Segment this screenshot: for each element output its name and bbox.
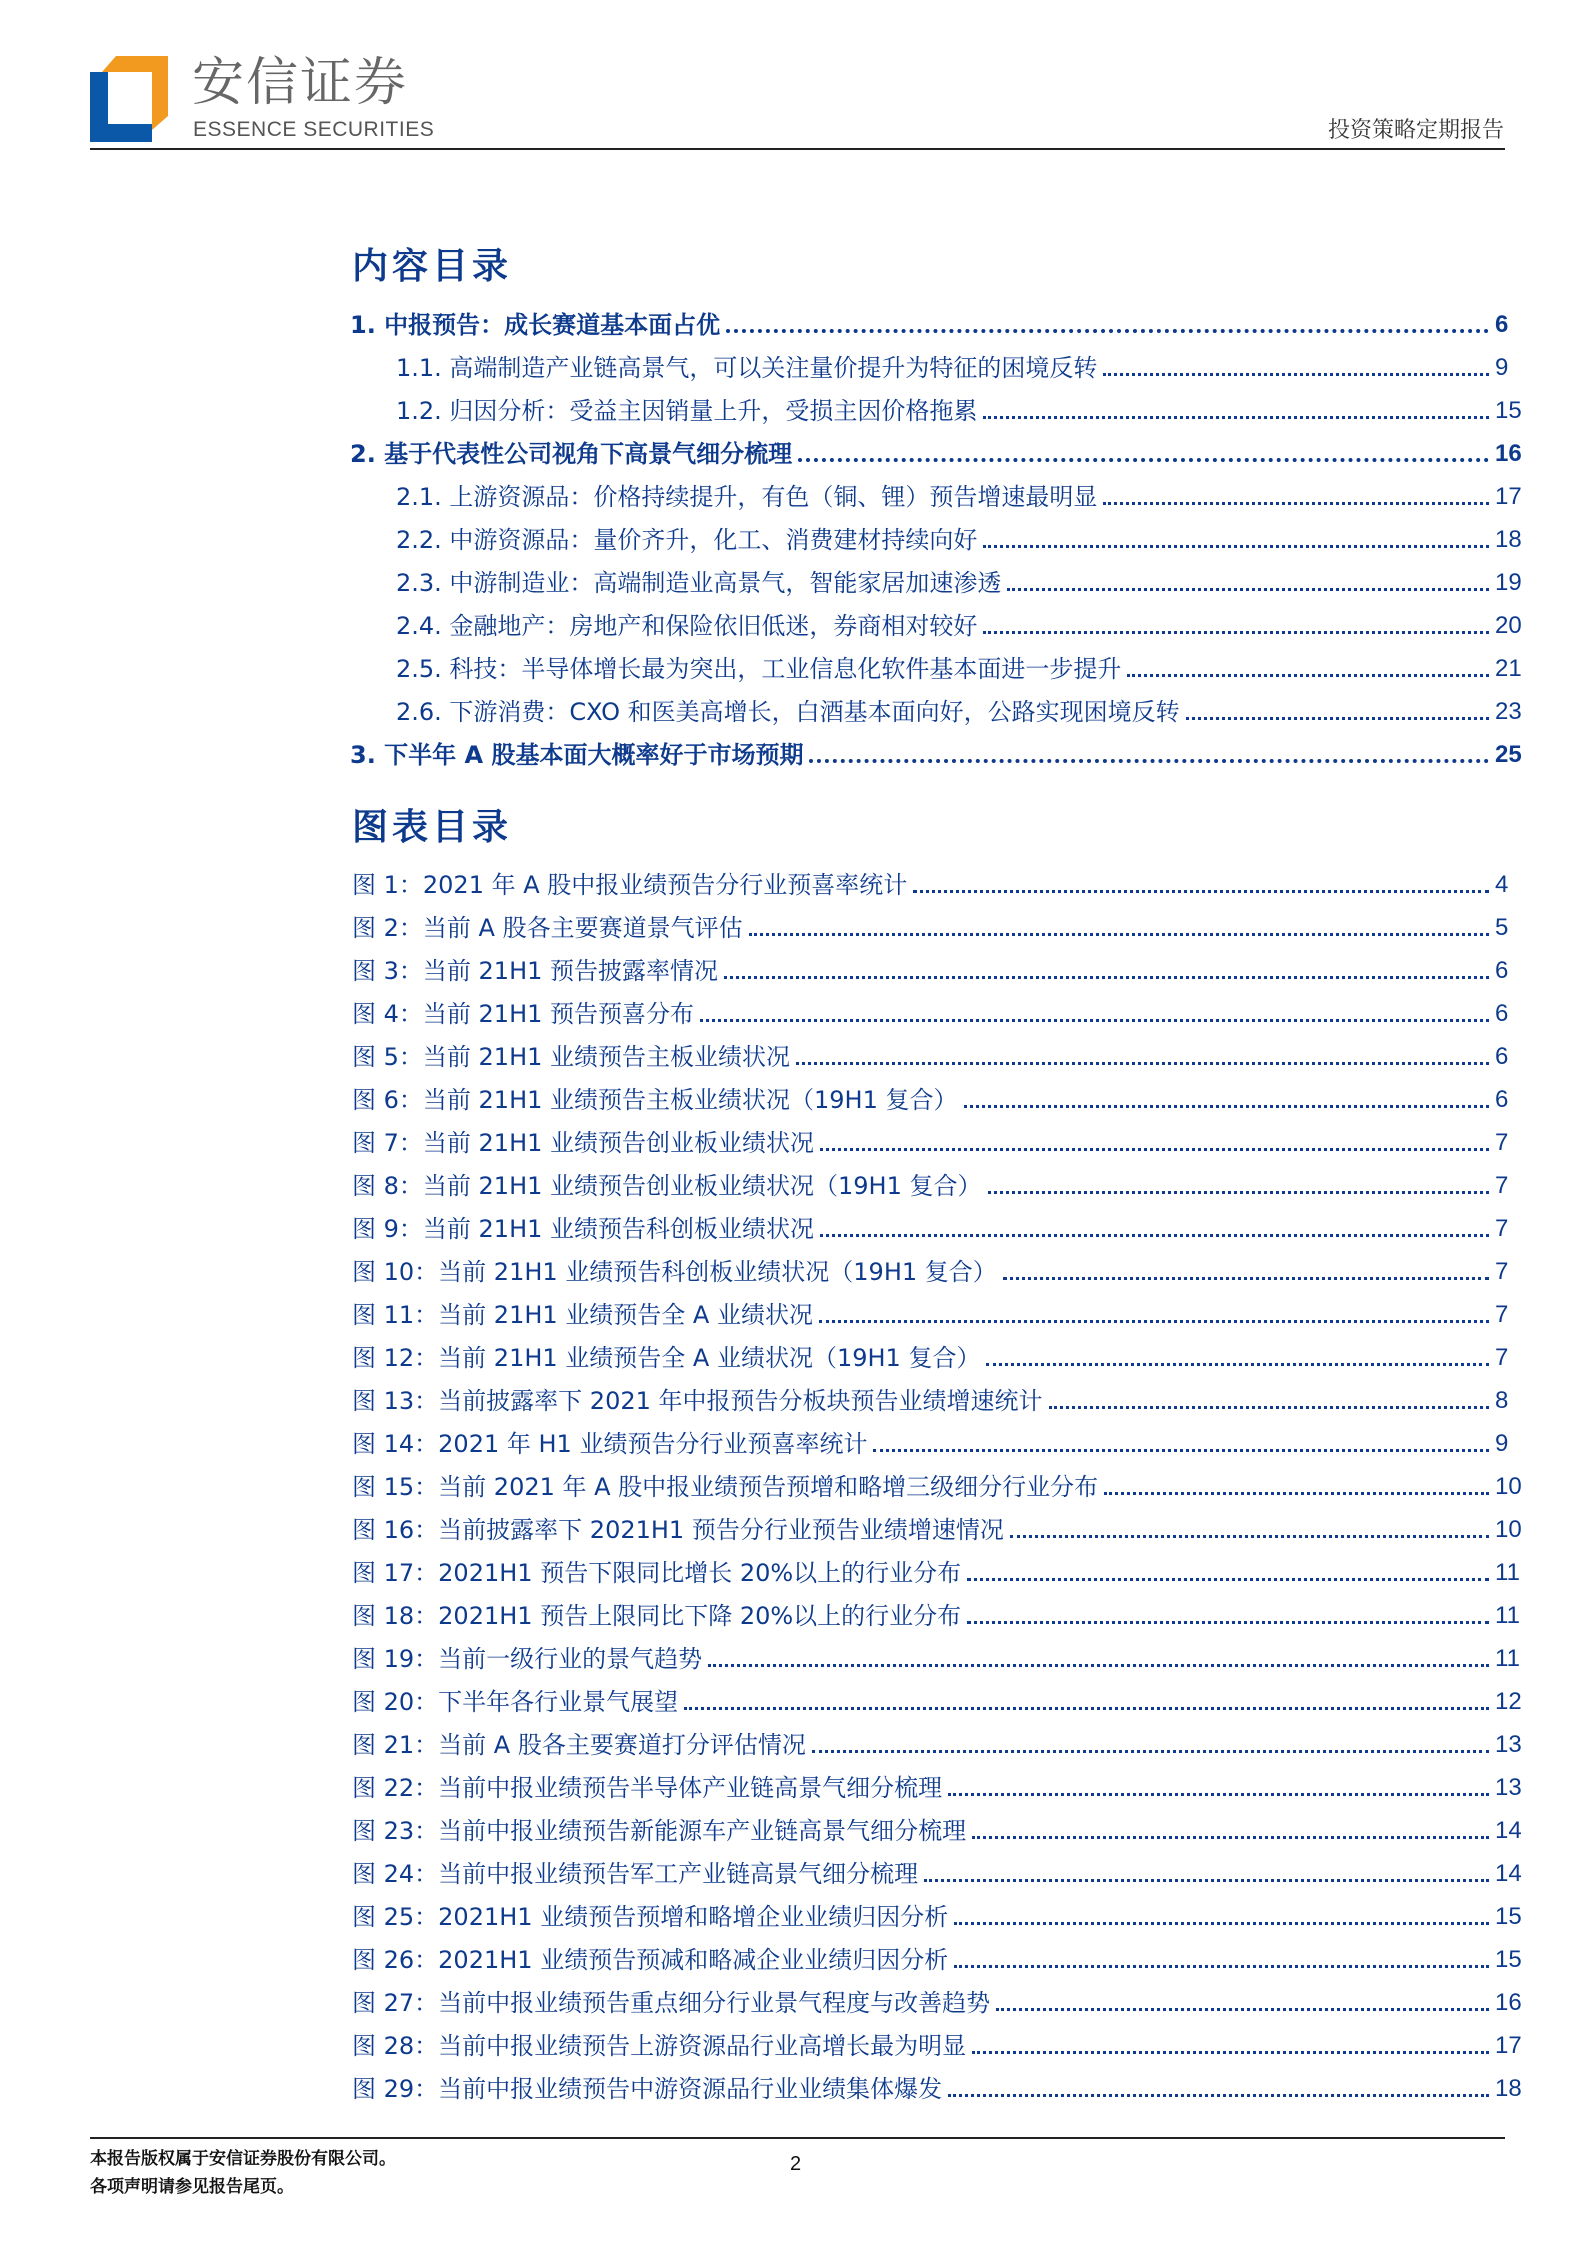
dot-leader (988, 1191, 1490, 1194)
figure-link[interactable] (352, 1462, 1531, 1502)
dot-leader (983, 416, 1489, 419)
toc-section-link[interactable] (350, 300, 1531, 340)
entry-title: 图 24：当前中报业绩预告军工产业链高景气细分梳理 (352, 1860, 919, 1888)
footer-copyright: 本报告版权属于安信证券股份有限公司。 (90, 2149, 396, 2169)
dot-leader (1103, 502, 1489, 505)
dot-leader (986, 1363, 1489, 1366)
footer-disclaimer: 各项声明请参见报告尾页。 (90, 2177, 294, 2197)
figure-link[interactable] (352, 1935, 1531, 1975)
entry-title: 图 22：当前中报业绩预告半导体产业链高景气细分梳理 (352, 1774, 943, 1802)
entry-page: 7 (1495, 1258, 1509, 1285)
dot-leader (964, 1105, 1490, 1108)
entry-page: 4 (1495, 871, 1509, 898)
entry-title: 图 26：2021H1 业绩预告预减和略减企业业绩归因分析 (352, 1946, 949, 1974)
entry-title: 2.6. 下游消费：CXO 和医美高增长，白酒基本面向好，公路实现困境反转 (396, 698, 1180, 726)
dot-leader (972, 2051, 1489, 2054)
entry-title: 图 12：当前 21H1 业绩预告全 A 业绩状况（19H1 复合） (352, 1344, 981, 1372)
entry-title: 图 15：当前 2021 年 A 股中报业绩预告预增和略增三级细分行业分布 (352, 1473, 1099, 1501)
entry-title: 图 16：当前披露率下 2021H1 预告分行业预告业绩增速情况 (352, 1516, 1004, 1544)
entry-page: 18 (1495, 526, 1522, 553)
entry-title: 2.3. 中游制造业：高端制造业高景气，智能家居加速渗透 (396, 569, 1002, 597)
entry-title: 图 10：当前 21H1 业绩预告科创板业绩状况（19H1 复合） (352, 1258, 997, 1286)
dot-leader (954, 1965, 1489, 1968)
entry-page: 7 (1495, 1215, 1509, 1242)
figure-link[interactable] (352, 1978, 1531, 2018)
entry-page: 9 (1495, 1430, 1509, 1457)
figure-link[interactable] (352, 1290, 1531, 1330)
entry-page: 20 (1495, 612, 1522, 639)
figure-link[interactable] (352, 1419, 1531, 1459)
dot-leader (1003, 1277, 1489, 1280)
dot-leader (796, 1062, 1489, 1065)
entry-page: 16 (1495, 440, 1522, 467)
entry-page: 19 (1495, 569, 1522, 596)
figure-link[interactable] (352, 860, 1531, 900)
figure-link[interactable] (352, 989, 1531, 1029)
toc-subsection-link[interactable] (396, 558, 1531, 598)
entry-page: 15 (1495, 397, 1522, 424)
figure-link[interactable] (352, 1849, 1531, 1889)
dot-leader (724, 976, 1489, 979)
entry-title: 图 19：当前一级行业的景气趋势 (352, 1645, 703, 1673)
figure-link[interactable] (352, 1032, 1531, 1072)
toc-subsection-link[interactable] (396, 687, 1531, 727)
footer-divider (90, 2137, 1505, 2139)
dot-leader (820, 1234, 1489, 1237)
dot-leader (972, 1836, 1489, 1839)
figure-link[interactable] (352, 946, 1531, 986)
entry-page: 6 (1495, 311, 1509, 338)
entry-page: 12 (1495, 1688, 1522, 1715)
entry-title: 图 5：当前 21H1 业绩预告主板业绩状况 (352, 1043, 791, 1071)
entry-title: 2.1. 上游资源品：价格持续提升，有色（铜、锂）预告增速最明显 (396, 483, 1098, 511)
entry-page: 15 (1495, 1946, 1522, 1973)
entry-title: 2.2. 中游资源品：量价齐升，化工、消费建材持续向好 (396, 526, 978, 554)
entry-title: 图 14：2021 年 H1 业绩预告分行业预喜率统计 (352, 1430, 868, 1458)
figure-link[interactable] (352, 1677, 1531, 1717)
entry-title: 图 9：当前 21H1 业绩预告科创板业绩状况 (352, 1215, 815, 1243)
dot-leader (948, 2094, 1489, 2097)
dot-leader (967, 1578, 1489, 1581)
entry-page: 6 (1495, 957, 1509, 984)
toc-subsection-link[interactable] (396, 644, 1531, 684)
entry-title: 图 29：当前中报业绩预告中游资源品行业业绩集体爆发 (352, 2075, 943, 2103)
entry-page: 9 (1495, 354, 1509, 381)
entry-page: 10 (1495, 1473, 1522, 1500)
dot-leader (913, 890, 1489, 893)
entry-page: 13 (1495, 1774, 1522, 1801)
entry-title: 图 20：下半年各行业景气展望 (352, 1688, 679, 1716)
entry-title: 1.1. 高端制造产业链高景气，可以关注量价提升为特征的困境反转 (396, 354, 1098, 382)
entry-page: 14 (1495, 1860, 1522, 1887)
figure-link[interactable] (352, 1591, 1531, 1631)
entry-page: 6 (1495, 1086, 1509, 1113)
toc-subsection-link[interactable] (396, 515, 1531, 555)
entry-title: 图 21：当前 A 股各主要赛道打分评估情况 (352, 1731, 806, 1759)
figures-title: 图表目录 (352, 806, 513, 848)
figure-link[interactable] (352, 1763, 1531, 1803)
dot-leader (954, 1922, 1489, 1925)
dot-leader (967, 1621, 1489, 1624)
dot-leader (983, 631, 1489, 634)
toc-section-link[interactable] (350, 730, 1531, 770)
entry-title: 3. 下半年 A 股基本面大概率好于市场预期 (350, 741, 804, 769)
figure-link[interactable] (352, 1118, 1531, 1158)
dot-leader (1007, 588, 1489, 591)
entry-title: 图 11：当前 21H1 业绩预告全 A 业绩状况 (352, 1301, 813, 1329)
dot-leader (809, 759, 1489, 763)
dot-leader (798, 458, 1489, 462)
figure-link[interactable] (352, 1247, 1531, 1287)
dot-leader (684, 1707, 1489, 1710)
entry-page: 6 (1495, 1000, 1509, 1027)
entry-page: 7 (1495, 1129, 1509, 1156)
entry-title: 图 8：当前 21H1 业绩预告创业板业绩状况（19H1 复合） (352, 1172, 982, 1200)
entry-page: 17 (1495, 483, 1522, 510)
entry-page: 11 (1495, 1559, 1520, 1586)
entry-title: 图 7：当前 21H1 业绩预告创业板业绩状况 (352, 1129, 815, 1157)
entry-title: 图 13：当前披露率下 2021 年中报预告分板块预告业绩增速统计 (352, 1387, 1043, 1415)
figure-link[interactable] (352, 1720, 1531, 1760)
dot-leader (700, 1019, 1489, 1022)
toc-subsection-link[interactable] (396, 386, 1531, 426)
entry-title: 2. 基于代表性公司视角下高景气细分梳理 (350, 440, 793, 468)
dot-leader (924, 1879, 1489, 1882)
dot-leader (812, 1750, 1489, 1753)
dot-leader (1049, 1406, 1489, 1409)
toc-subsection-link[interactable] (396, 343, 1531, 383)
entry-title: 2.4. 金融地产：房地产和保险依旧低迷，券商相对较好 (396, 612, 978, 640)
dot-leader (1104, 1492, 1489, 1495)
entry-title: 图 17：2021H1 预告下限同比增长 20%以上的行业分布 (352, 1559, 962, 1587)
entry-title: 1. 中报预告：成长赛道基本面占优 (350, 311, 721, 339)
dot-leader (819, 1320, 1489, 1323)
entry-page: 14 (1495, 1817, 1522, 1844)
entry-title: 图 3：当前 21H1 预告披露率情况 (352, 957, 719, 985)
entry-page: 11 (1495, 1602, 1520, 1629)
brand-name-cn: 安信证券 (192, 53, 409, 113)
dot-leader (726, 329, 1489, 333)
entry-title: 图 25：2021H1 业绩预告预增和略增企业业绩归因分析 (352, 1903, 949, 1931)
entry-title: 图 28：当前中报业绩预告上游资源品行业高增长最为明显 (352, 2032, 967, 2060)
entry-title: 1.2. 归因分析：受益主因销量上升，受损主因价格拖累 (396, 397, 978, 425)
figure-link[interactable] (352, 1892, 1531, 1932)
entry-page: 18 (1495, 2075, 1522, 2102)
entry-page: 21 (1495, 655, 1522, 682)
dot-leader (1186, 717, 1489, 720)
dot-leader (820, 1148, 1489, 1151)
figure-link[interactable] (352, 1548, 1531, 1588)
dot-leader (948, 1793, 1489, 1796)
toc-subsection-link[interactable] (396, 472, 1531, 512)
dot-leader (749, 933, 1489, 936)
entry-title: 图 23：当前中报业绩预告新能源车产业链高景气细分梳理 (352, 1817, 967, 1845)
entry-page: 23 (1495, 698, 1522, 725)
entry-title: 2.5. 科技：半导体增长最为突出，工业信息化软件基本面进一步提升 (396, 655, 1122, 683)
entry-page: 11 (1495, 1645, 1520, 1672)
entry-title: 图 27：当前中报业绩预告重点细分行业景气程度与改善趋势 (352, 1989, 991, 2017)
toc-section-link[interactable] (350, 429, 1531, 469)
dot-leader (983, 545, 1489, 548)
page-number: 2 (790, 2153, 802, 2175)
dot-leader (996, 2008, 1489, 2011)
dot-leader (708, 1664, 1489, 1667)
figure-link[interactable] (352, 1376, 1531, 1416)
report-type: 投资策略定期报告 (1327, 118, 1504, 143)
entry-page: 5 (1495, 914, 1509, 941)
figure-link[interactable] (352, 2021, 1531, 2061)
entry-page: 25 (1495, 741, 1522, 768)
figure-link[interactable] (352, 1161, 1531, 1201)
entry-page: 15 (1495, 1903, 1522, 1930)
dot-leader (873, 1449, 1489, 1452)
dot-leader (1127, 674, 1489, 677)
entry-title: 图 18：2021H1 预告上限同比下降 20%以上的行业分布 (352, 1602, 962, 1630)
entry-page: 13 (1495, 1731, 1522, 1758)
figure-link[interactable] (352, 1634, 1531, 1674)
figure-link[interactable] (352, 2064, 1531, 2104)
entry-page: 7 (1495, 1172, 1509, 1199)
entry-page: 6 (1495, 1043, 1509, 1070)
entry-title: 图 1：2021 年 A 股中报业绩预告分行业预喜率统计 (352, 871, 908, 899)
figure-link[interactable] (352, 1333, 1531, 1373)
entry-page: 17 (1495, 2032, 1522, 2059)
dot-leader (1103, 373, 1489, 376)
figure-link[interactable] (352, 1806, 1531, 1846)
figure-link[interactable] (352, 903, 1531, 943)
entry-title: 图 4：当前 21H1 预告预喜分布 (352, 1000, 695, 1028)
entry-title: 图 6：当前 21H1 业绩预告主板业绩状况（19H1 复合） (352, 1086, 958, 1114)
entry-page: 10 (1495, 1516, 1522, 1543)
entry-page: 7 (1495, 1301, 1509, 1328)
brand-name-en: ESSENCE SECURITIES (193, 118, 435, 141)
entry-title: 图 2：当前 A 股各主要赛道景气评估 (352, 914, 743, 942)
entry-page: 16 (1495, 1989, 1522, 2016)
figure-link[interactable] (352, 1204, 1531, 1244)
toc-subsection-link[interactable] (396, 601, 1531, 641)
toc-title: 内容目录 (352, 245, 513, 287)
entry-page: 7 (1495, 1344, 1509, 1371)
dot-leader (1010, 1535, 1489, 1538)
figure-link[interactable] (352, 1505, 1531, 1545)
entry-page: 8 (1495, 1387, 1509, 1414)
figure-link[interactable] (352, 1075, 1531, 1115)
